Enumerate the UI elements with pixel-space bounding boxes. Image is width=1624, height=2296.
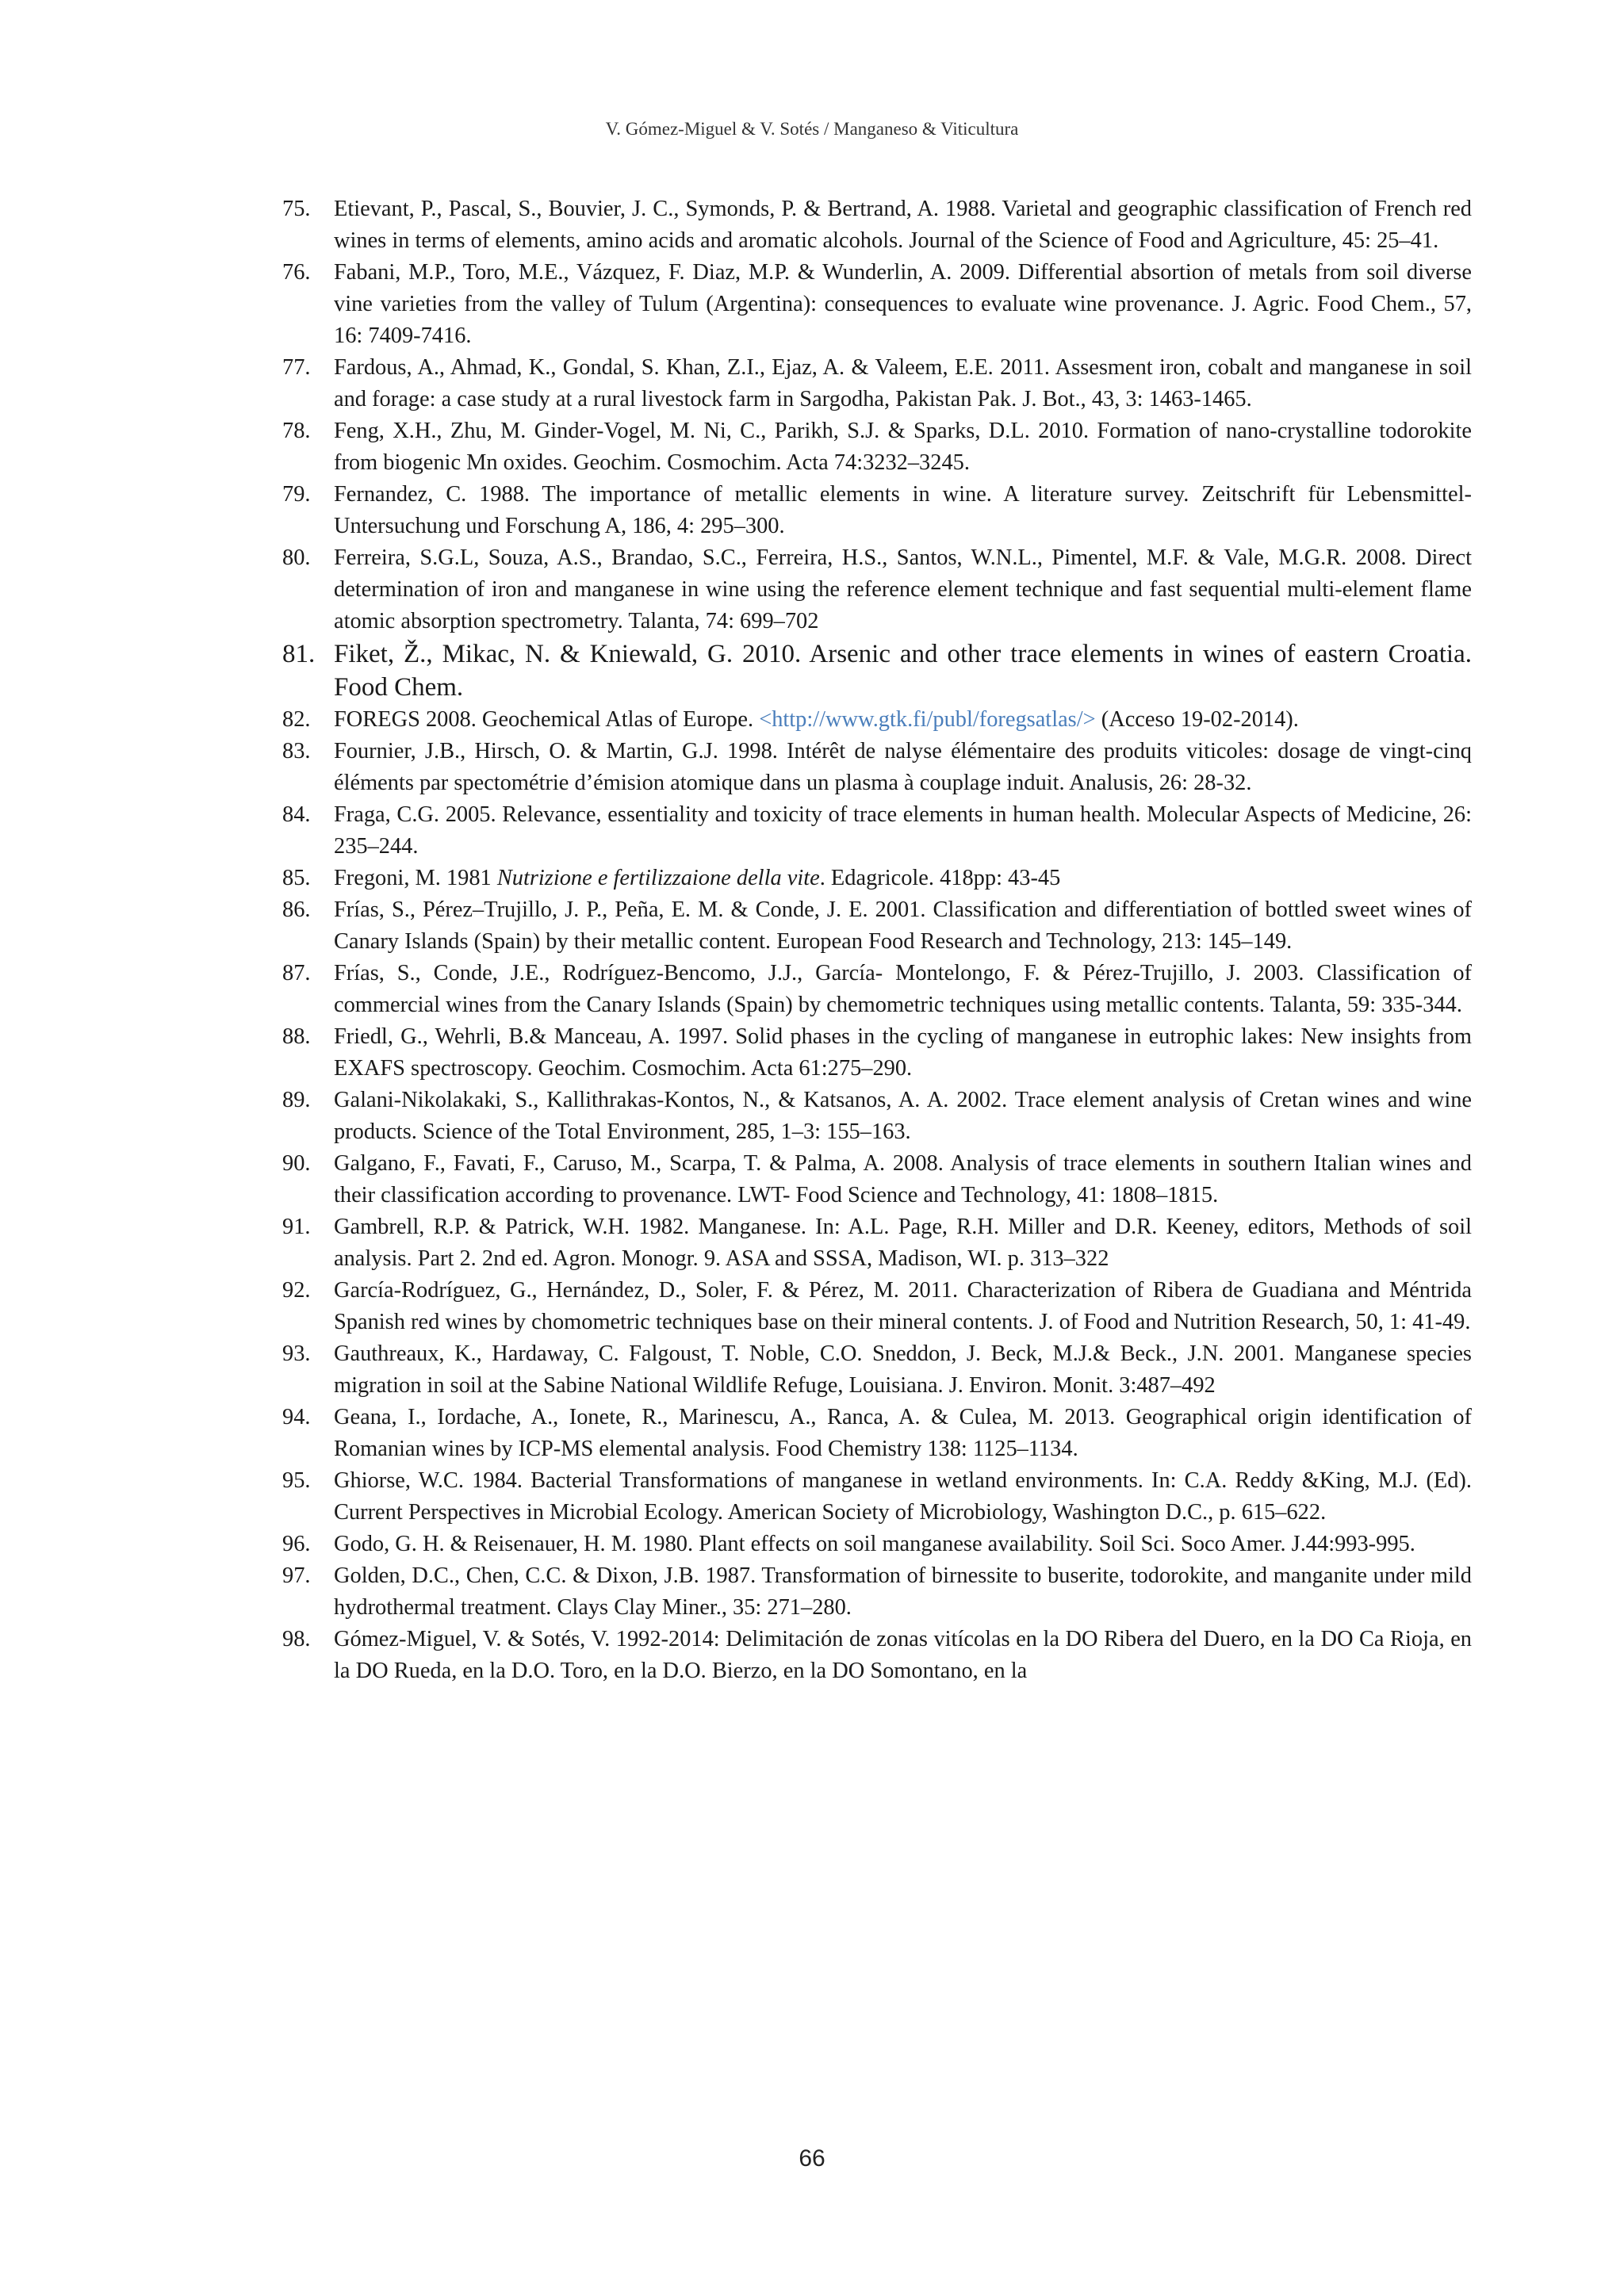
reference-item	[282, 1338, 1472, 1402]
reference-item	[282, 799, 1472, 863]
reference-text: Gambrell, R.P. & Patrick, W.H. 1982. Manganese. In: A.L. Page, R.H. Miller and D.R. Keeney, editors, Methods of soil analysis. Part 2. 2nd ed. Agron. Monogr. 9. ASA and SSSA, Madison, WI. p. 313–322	[334, 1215, 1472, 1271]
reference-item	[282, 1560, 1472, 1624]
reference-text: Fraga, C.G. 2005. Relevance, essentiality and toxicity of trace elements in human health. Molecular Aspects of Medicine, 26: 235–244.	[334, 802, 1472, 859]
reference-number: 75.	[282, 197, 311, 221]
reference-text: Fournier, J.B., Hirsch, O. & Martin, G.J. 1998. Intérêt de nalyse élémentaire des produits viticoles: dosage de vingt-cinq éléments par spectométrie d’émision atomique dans un plasma à couplage induit. Analusis, 26: 28-32.	[334, 739, 1472, 795]
reference-number: 93.	[282, 1341, 311, 1366]
reference-number: 87.	[282, 961, 311, 985]
reference-number: 78.	[282, 419, 311, 443]
reference-text: Frías, S., Pérez–Trujillo, J. P., Peña, E. M. & Conde, J. E. 2001. Classification and differentiation of bottled sweet wines of Canary Islands (Spain) by their metallic content. European Food Research and Technology, 213: 145–149.	[334, 897, 1472, 954]
reference-text: Fardous, A., Ahmad, K., Gondal, S. Khan, Z.I., Ejaz, A. & Valeem, E.E. 2011. Assesment iron, cobalt and manganese in soil and forage: a case study at a rural livestock farm in Sargodha, Pakistan Pak. J. Bot., 43, 3: 1463-1465.	[334, 355, 1472, 411]
reference-number: 95.	[282, 1468, 311, 1493]
reference-book-title: Nutrizione e fertilizzaione della vite	[496, 866, 820, 890]
reference-item	[282, 1465, 1472, 1529]
reference-item	[282, 1211, 1472, 1275]
reference-text: . Edagricole. 418pp: 43-45	[819, 866, 1061, 890]
reference-link[interactable]: <http://www.gtk.fi/publ/foregsatlas/>	[759, 707, 1096, 732]
reference-number: 92.	[282, 1278, 311, 1303]
reference-number: 85.	[282, 866, 311, 890]
reference-text: Fiket, Ž., Mikac, N. & Kniewald, G. 2010. Arsenic and other trace elements in wines of eastern Croatia. Food Chem.	[334, 640, 1472, 702]
reference-item	[282, 415, 1472, 479]
reference-text: Ghiorse, W.C. 1984. Bacterial Transformations of manganese in wetland environments. In: C.A. Reddy &King, M.J. (Ed). Current Perspectives in Microbial Ecology. American Society of Microbiology, Washington D.C., p. 615–622.	[334, 1468, 1472, 1525]
reference-text: García-Rodríguez, G., Hernández, D., Soler, F. & Pérez, M. 2011. Characterization of Ribera de Guadiana and Méntrida Spanish red wines by chomometric techniques base on their mineral contents. J. of Food and Nutrition Research, 50, 1: 41-49.	[334, 1278, 1472, 1334]
reference-text: Galgano, F., Favati, F., Caruso, M., Scarpa, T. & Palma, A. 2008. Analysis of trace elements in southern Italian wines and their classification according to provenance. LWT- Food Science and Technology, 41: 1808–1815.	[334, 1151, 1472, 1207]
reference-item	[282, 542, 1472, 637]
reference-text: Golden, D.C., Chen, C.C. & Dixon, J.B. 1987. Transformation of birnessite to buserite, todorokite, and manganite under mild hydrothermal treatment. Clays Clay Miner., 35: 271–280.	[334, 1563, 1472, 1620]
reference-number: 82.	[282, 707, 311, 732]
reference-text: Gauthreaux, K., Hardaway, C. Falgoust, T. Noble, C.O. Sneddon, J. Beck, M.J.& Beck., J.N. 2001. Manganese species migration in soil at the Sabine National Wildlife Refuge, Louisiana. J. Environ. Monit. 3:487–492	[334, 1341, 1472, 1398]
reference-number: 83.	[282, 739, 311, 763]
reference-number: 98.	[282, 1627, 311, 1651]
reference-text: Fernandez, C. 1988. The importance of metallic elements in wine. A literature survey. Zeitschrift für Lebensmittel-Untersuchung und Forschung A, 186, 4: 295–300.	[334, 482, 1472, 538]
reference-number: 94.	[282, 1405, 311, 1429]
reference-item	[282, 193, 1472, 257]
reference-number: 79.	[282, 482, 311, 507]
reference-number: 81.	[282, 640, 316, 668]
reference-number: 84.	[282, 802, 311, 827]
reference-item	[282, 637, 1472, 704]
reference-text: Friedl, G., Wehrli, B.& Manceau, A. 1997. Solid phases in the cycling of manganese in eutrophic lakes: New insights from EXAFS spectroscopy. Geochim. Cosmochim. Acta 61:275–290.	[334, 1024, 1472, 1081]
reference-item	[282, 1402, 1472, 1465]
reference-number: 97.	[282, 1563, 311, 1588]
reference-item	[282, 736, 1472, 799]
reference-text: FOREGS 2008. Geochemical Atlas of Europe.	[334, 707, 760, 732]
reference-item	[282, 958, 1472, 1021]
reference-number: 77.	[282, 355, 311, 380]
reference-number: 76.	[282, 260, 311, 285]
reference-item	[282, 257, 1472, 352]
running-header: V. Gómez-Miguel & V. Sotés / Manganeso & Viticultura	[605, 119, 1019, 139]
reference-number: 90.	[282, 1151, 311, 1176]
reference-item	[282, 1021, 1472, 1085]
reference-text: Godo, G. H. & Reisenauer, H. M. 1980. Plant effects on soil manganese availability. Soil Sci. Soco Amer. J.44:993-995.	[334, 1532, 1415, 1556]
reference-item	[282, 894, 1472, 958]
reference-item	[282, 352, 1472, 415]
reference-text: Etievant, P., Pascal, S., Bouvier, J. C., Symonds, P. & Bertrand, A. 1988. Varietal and geographic classification of French red wines in terms of elements, amino acids and aromatic alcohols. Journal of the Science of Food and Agriculture, 45: 25–41.	[334, 197, 1472, 253]
reference-item	[282, 1148, 1472, 1211]
reference-text: Ferreira, S.G.L, Souza, A.S., Brandao, S.C., Ferreira, H.S., Santos, W.N.L., Pimentel, M.F. & Vale, M.G.R. 2008. Direct determination of iron and manganese in wine using the reference element technique and fast sequential multi-element flame atomic absorption spectrometry. Talanta, 74: 699–702	[334, 545, 1472, 633]
reference-text: Feng, X.H., Zhu, M. Ginder-Vogel, M. Ni, C., Parikh, S.J. & Sparks, D.L. 2010. Formation of nano-crystalline todorokite from biogenic Mn oxides. Geochim. Cosmochim. Acta 74:3232–3245.	[334, 419, 1472, 475]
reference-number: 91.	[282, 1215, 311, 1239]
reference-number: 88.	[282, 1024, 311, 1049]
reference-item	[282, 704, 1472, 736]
reference-item	[282, 863, 1472, 894]
reference-list	[282, 193, 1472, 1687]
reference-number: 80.	[282, 545, 311, 570]
reference-text: Frías, S., Conde, J.E., Rodríguez-Bencomo, J.J., García- Montelongo, F. & Pérez-Trujillo, J. 2003. Classification of commercial wines from the Canary Islands (Spain) by chemometric techniques using metallic contents. Talanta, 59: 335-344.	[334, 961, 1472, 1017]
reference-text: Fabani, M.P., Toro, M.E., Vázquez, F. Diaz, M.P. & Wunderlin, A. 2009. Differential absortion of metals from soil diverse vine varieties from the valley of Tulum (Argentina): consequences to evaluate wine provenance. J. Agric. Food Chem., 57, 16: 7409-7416.	[334, 260, 1472, 348]
reference-text: Gómez-Miguel, V. & Sotés, V. 1992-2014: Delimitación de zonas vitícolas en la DO Ribera del Duero, en la DO Ca Rioja, en la DO Rueda, en la D.O. Toro, en la D.O. Bierzo, en la DO Somontano, en la	[334, 1627, 1472, 1683]
reference-number: 96.	[282, 1532, 311, 1556]
reference-item	[282, 1624, 1472, 1687]
page-number: 66	[799, 2145, 825, 2172]
reference-item	[282, 1275, 1472, 1338]
reference-number: 89.	[282, 1088, 311, 1112]
reference-item	[282, 1085, 1472, 1148]
reference-item	[282, 479, 1472, 542]
reference-text: Fregoni, M. 1981	[334, 866, 497, 890]
reference-item	[282, 1529, 1472, 1560]
reference-number: 86.	[282, 897, 311, 922]
reference-text: Geana, I., Iordache, A., Ionete, R., Marinescu, A., Ranca, A. & Culea, M. 2013. Geographical origin identification of Romanian wines by ICP-MS elemental analysis. Food Chemistry 138: 1125–1134.	[334, 1405, 1472, 1461]
reference-text: Galani-Nikolakaki, S., Kallithrakas-Kontos, N., & Katsanos, A. A. 2002. Trace element analysis of Cretan wines and wine products. Science of the Total Environment, 285, 1–3: 155–163.	[334, 1088, 1472, 1144]
reference-text: (Acceso 19-02-2014).	[1095, 707, 1299, 732]
